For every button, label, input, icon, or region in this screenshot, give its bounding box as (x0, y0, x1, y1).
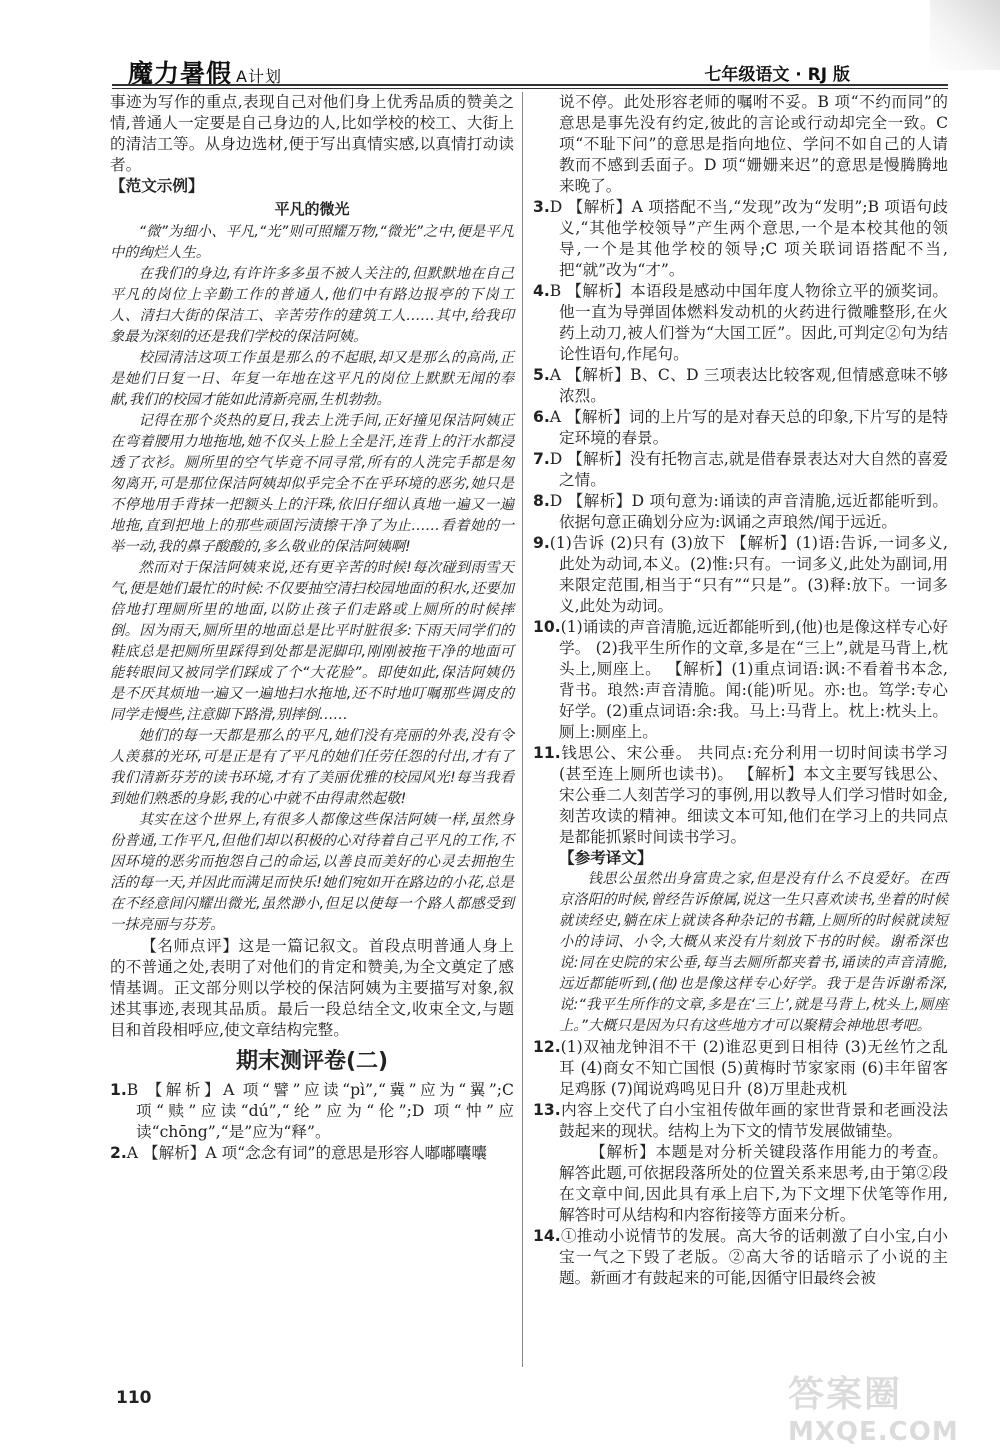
answer-item (533, 617, 948, 743)
answer-item (533, 365, 948, 407)
essay-paragraph: 校园清洁这项工作虽是那么的不起眼,却又是那么的高尚,正是她们日复一日、年复一年地在这平凡的岗位上默默无闻的奉献,我们的校园才能如此清新亮丽,生机勃勃。 (110, 350, 514, 408)
answer-text: (1)诵读的声音清脆,远近都能听到,(他)也是像这样专心好学。 (2)我平生所作的文章,多是在“三上”,就是马背上,枕头上,厕座上。 【解析】(1)重点词语:讽:不看着书本念,背书。琅然:声音清脆。闻:(能)听见。亦:也。笃学:专心好学。(2)重点词语:余:我。马上:马背上。枕上:枕头上。厕上:厕座上。 (559, 618, 948, 741)
answer-number: 1. (110, 1081, 127, 1099)
answer-item (533, 281, 948, 365)
answer-text: (1)告诉 (2)只有 (3)放下 【解析】(1)语:告诉,一词多义,此处为动词,本义。(2)惟:只有。一词多义,此处为副词,用来限定范围,相当于“只有”“只是”。(3)释:放下。一词多义,此处为动词。 (549, 534, 948, 615)
answer-text: B 【解析】A 项“譬”应读“pì”,“冀”应为“翼”;C 项“赎”应读“dú”,“纶”应为“伦”;D 项“忡”应读“chōng”,“是”应为“释”。 (126, 1081, 514, 1141)
answer-text: 内容上交代了白小宝祖传做年画的家世背景和老画没法鼓起来的现状。结构上为下文的情节发展做铺垫。 (559, 1101, 948, 1140)
essay-paragraph: 在我们的身边,有许许多多虽不被人关注的,但默默地在自己平凡的岗位上辛勤工作的普通人,他们中有路边报亭的下岗工人、清扫大街的保洁工、辛苦劳作的建筑工人……其中,给我印象最为深刻的还是我们学校的保洁阿姨。 (110, 266, 514, 345)
essay-paragraph: 记得在那个炎热的夏日,我去上洗手间,正好撞见保洁阿姨正在弯着腰用力地拖地,她不仅头上脸上全是汗,连背上的汗水都浸透了衣衫。厕所里的空气毕竟不同寻常,所有的人洗完手都是匆匆离开,可是那位保洁阿姨却似乎完全不在乎环境的恶劣,她只是不停地用手背抹一把额头上的汗珠,依旧仔细认真地一遍又一遍地拖,直到把地上的那些顽固污渍擦干净了为止……看着她的一举一动,我的鼻子酸酸的,多么敬业的保洁阿姨啊! (110, 413, 514, 555)
essay-body (110, 222, 514, 936)
example-label: 【范文示例】 (110, 177, 204, 195)
analysis-13: 【解析】本题是对分析关键段落作用能力的考查。解答此题,可依据段落所处的位置关系来思考,由于第②段在文章中间,因此具有承上启下,为下文埋下伏笔等作用,解答时可从结构和内容衔接等方面来分析。 (559, 1143, 948, 1224)
answer-number: 5. (533, 366, 550, 384)
page-header (0, 0, 1000, 88)
answer-text: A 【解析】B、C、D 三项表达比较客观,但情感意味不够浓烈。 (549, 366, 948, 405)
answer-item (533, 491, 948, 533)
left-column (110, 92, 514, 1164)
answer-text: D 【解析】A 项搭配不当,“发现”改为“发明”;B 项语句歧义,“其他学校领导”产生两个意思,一个是本校其他的领导,一个是其他学校的领导;C 项关联词语搭配不当,把“就”改为“才”。 (549, 198, 948, 279)
answer-number: 3. (533, 198, 550, 216)
header-rule-thin (112, 88, 948, 89)
essay-paragraph: “微”为细小、平凡,“光”则可照耀万物,“微光”之中,便是平凡中的绚烂人生。 (110, 224, 514, 261)
answer-item (110, 1080, 514, 1143)
answer-item (533, 407, 948, 449)
header-rule (112, 84, 948, 86)
teacher-comment: 【名师点评】这是一篇记叙文。首段点明普通人身上的不普通之处,表明了对他们的肯定和赞美,为全文奠定了感情基调。正文部分则以学校的保洁阿姨为主要描写对象,叙述其事迹,表现其品质。最后一段总结全文,收束全文,与题目和首段相呼应,使文章结构完整。 (110, 937, 514, 1039)
answer-item (533, 1100, 948, 1142)
answer-number: 8. (533, 492, 550, 510)
continued-answer: 说不停。此处形容老师的嘱咐不妥。B 项“不约而同”的意思是事先没有约定,彼此的言论或行动却完全一致。C 项“不耻下问”的意思是指向地位、学问不如自己的人请教而不感到丢面子。D 项“姗姗来迟”的意思是慢腾腾地来晚了。 (559, 93, 948, 195)
essay-paragraph: 她们的每一天都是那么的平凡,她们没有亮丽的外表,没有令人羡慕的光环,可是正是有了平凡的她们任劳任怨的付出,才有了我们清新芬芳的读书环境,才有了美丽优雅的校园风光!每当我看到她们熟悉的身影,我的心中就不由得肃然起敬! (110, 728, 514, 807)
answer-text: B 【解析】本语段是感动中国年度人物徐立平的颁奖词。他一直为导弹固体燃料发动机的火药进行微雕整形,在火药上动刀,被人们誉为“大国工匠”。因此,可判定②句为结论性语句,作尾句。 (549, 282, 948, 363)
watermark (788, 1366, 978, 1447)
grade-label: 七年级语文 · RJ 版 (704, 65, 850, 85)
answer-number: 11. (533, 744, 561, 762)
answer-text: D 【解析】D 项句意为:诵读的声音清脆,远近都能听到。依据句意正确划分应为:讽诵之声琅然/闻于远近。 (549, 492, 948, 531)
watermark-title: 答案圈 (788, 1374, 903, 1415)
right-column (533, 92, 948, 1289)
answer-item (533, 1037, 948, 1100)
answer-number: 9. (533, 534, 550, 552)
essay-title: 平凡的微光 (274, 200, 350, 218)
answer-item (110, 1143, 514, 1164)
answer-item (533, 197, 948, 281)
answer-number: 12. (533, 1038, 561, 1056)
essay-paragraph: 然而对于保洁阿姨来说,还有更辛苦的时候!每次碰到雨雪天气,便是她们最忙的时候:不仅要抽空清扫校园地面的积水,还要加倍地打理厕所里的地面,以防止孩子们走路或上厕所的时候摔倒。因为雨天,厕所里的地面总是比平时脏很多:下雨天同学们的鞋底总是把厕所里踩得到处都是泥脚印,刚刚被拖干净的地面可能转眼间又被同学们踩成了个“大花脸”。即使如此,保洁阿姨仍是不厌其烦地一遍又一遍地扫水拖地,还不时地叮嘱那些调皮的同学走慢些,注意脚下路滑,别摔倒…… (110, 560, 514, 723)
brand-name: 魔力暑假 (128, 59, 233, 88)
answer-number: 7. (533, 450, 550, 468)
brand-sub: A计划 (236, 67, 282, 86)
answer-text: A 【解析】A 项“念念有词”的意思是形容人嘟嘟囔囔 (126, 1144, 488, 1162)
answer-text: A 【解析】词的上片写的是对春天总的印象,下片写的是特定环境的春景。 (549, 408, 948, 447)
watermark-url: MXQE.COM (788, 1417, 959, 1447)
answer-number: 4. (533, 282, 550, 300)
intro-paragraph: 事迹为写作的重点,表现自己对他们身上优秀品质的赞美之情,普通人一定要是自己身边的人,比如学校的校工、大街上的清洁工等。从身边选材,便于写出真情实感,以真情打动读者。 (110, 93, 514, 174)
answer-number: 2. (110, 1144, 127, 1162)
answer-item (533, 743, 948, 848)
answer-number: 10. (533, 618, 561, 636)
reference-translation: 钱思公虽然出身富贵之家,但是没有什么不良爱好。在西京洛阳的时候,曾经告诉僚属,说这一生只喜欢读书,坐着的时候就读经史,躺在床上就读各种杂记的书籍,上厕所的时候就读短小的诗词、小令,大概从来没有片刻放下书的时候。谢希深也说:同在史院的宋公垂,每当去厕所都夹着书,诵读的声音清脆,远近都能听到,(他)也是像这样专心好学。我于是告诉谢希深,说:“我平生所作的文章,多是在‘三上’,就是马背上,枕头上,厕座上。”大概只是因为只有这些地方才可以聚精会神地思考吧。 (559, 871, 948, 1034)
answer-item (533, 533, 948, 617)
answer-text: ①推动小说情节的发展。高大爷的话刺激了白小宝,白小宝一气之下毁了老版。②高大爷的话暗示了小说的主题。新画才有鼓起来的可能,因循守旧最终会被 (559, 1227, 948, 1287)
answer-number: 6. (533, 408, 550, 426)
answer-text: D 【解析】没有托物言志,就是借春景表达对大自然的喜爱之情。 (549, 450, 948, 489)
column-divider (522, 92, 523, 1367)
answer-item (533, 1226, 948, 1289)
essay-paragraph: 其实在这个世界上,有很多人都像这些保洁阿姨一样,虽然身份普通,工作平凡,但他们却以积极的心对待着自己平凡的工作,不因环境的恶劣而抱怨自己的命运,以善良而美好的心灵去拥抱生活的每一天,并因此而满足而快乐!她们宛如开在路边的小花,总是在不经意间闪耀出微光,虽然渺小,但足以使每一个路人都感受到一抹亮丽与芬芳。 (110, 812, 514, 933)
exam-title: 期末测评卷(二) (235, 1049, 389, 1074)
answer-number: 13. (533, 1101, 561, 1119)
answer-text: 钱思公、宋公垂。 共同点:充分利用一切时间读书学习(甚至连上厕所也读书)。 【解析】本文主要写钱思公、宋公垂二人刻苦学习的事例,用以教导人们学习惜时如金,刻苦攻读的精神。细读文本可知,他们在学习上的共同点是都能抓紧时间读书学习。 (559, 744, 948, 846)
page-number: 110 (116, 1388, 152, 1408)
answer-item (533, 449, 948, 491)
answer-number: 14. (533, 1227, 561, 1245)
reference-label: 【参考译文】 (559, 849, 653, 867)
answer-text: (1)双袖龙钟泪不干 (2)谁忍更到日相待 (3)无丝竹之乱耳 (4)商女不知亡国恨 (5)黄梅时节家家雨 (6)丰年留客足鸡豚 (7)闻说鸡鸣见日升 (8)万里赴戎机 (559, 1038, 948, 1098)
